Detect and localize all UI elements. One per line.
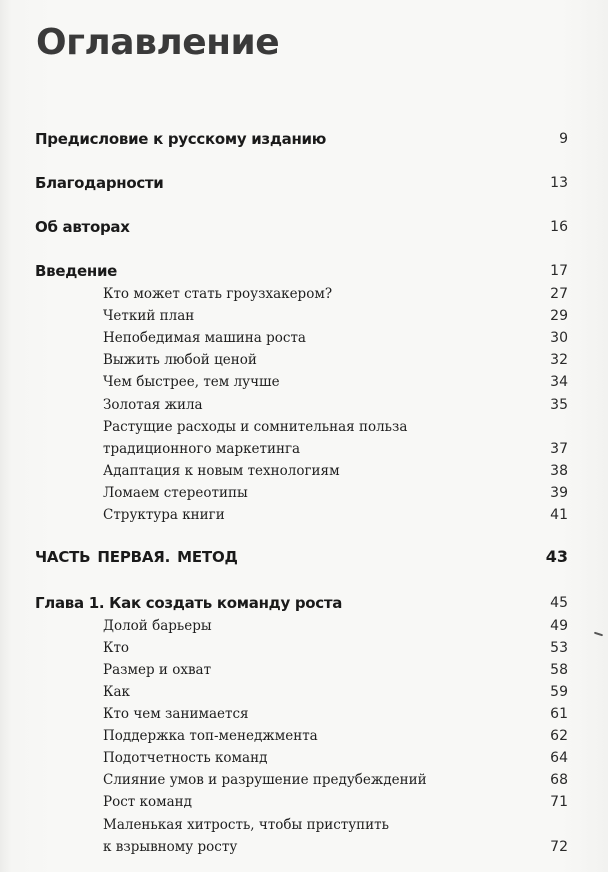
toc-subentry: [0, 659, 608, 681]
toc-entry-label: Об авторах: [35, 218, 130, 236]
toc-page-number: 37: [550, 441, 568, 457]
toc-subentry: [0, 371, 608, 393]
toc-subentry: [0, 416, 608, 438]
toc-entry-about-authors: [0, 216, 608, 238]
toc-page-number: 9: [559, 131, 568, 147]
toc-subentry: [0, 747, 608, 769]
toc-entry-label: Ломаем стереотипы: [103, 485, 248, 501]
toc-subentry: [0, 681, 608, 703]
toc-subentry: [0, 637, 608, 659]
toc-page-number: 16: [550, 219, 568, 235]
toc-entry-preface: [0, 128, 608, 150]
toc-entry-introduction: [0, 260, 608, 282]
toc-page-number: 43: [545, 547, 568, 566]
toc-page-number: 68: [550, 772, 568, 788]
toc-entry-label: Непобедимая машина роста: [103, 330, 306, 346]
toc-entry-acknowledgements: [0, 172, 608, 194]
toc-subentry: [0, 283, 608, 305]
toc-entry-label: Слияние умов и разрушение предубеждений: [103, 772, 427, 788]
toc-entry-chapter-1: [0, 592, 608, 614]
toc-entry-label: Предисловие к русскому изданию: [35, 130, 327, 148]
toc-entry-label: Подотчетность команд: [103, 750, 268, 766]
toc-part-heading: [0, 546, 608, 568]
toc-subentry: [0, 482, 608, 504]
toc-subentry: [0, 460, 608, 482]
toc-page-number: 45: [550, 595, 568, 611]
toc-page-number: 72: [550, 839, 568, 855]
toc-entry-label: традиционного маркетинга: [103, 441, 301, 457]
toc-page-number: 41: [550, 507, 568, 523]
toc-subentry: [0, 394, 608, 416]
toc-entry-label: Выжить любой ценой: [103, 352, 257, 368]
toc-page-number: 29: [550, 308, 568, 324]
toc-page-number: 34: [550, 374, 568, 390]
toc-entry-label: Золотая жила: [103, 397, 203, 413]
toc-entry-label: ЧАСТЬ ПЕРВАЯ. МЕТОД: [35, 548, 238, 566]
toc-page-number: 53: [550, 640, 568, 656]
toc-page-number: 64: [550, 750, 568, 766]
toc-page-number: 30: [550, 330, 568, 346]
toc-entry-label: Поддержка топ-менеджмента: [103, 728, 318, 744]
toc-subentry: [0, 615, 608, 637]
toc-page-number: 35: [550, 397, 568, 413]
toc-page-number: 17: [550, 263, 568, 279]
toc-subentry: [0, 438, 608, 460]
toc-subentry: [0, 836, 608, 858]
toc-entry-label: Структура книги: [103, 507, 225, 523]
toc-entry-label: Кто может стать гроузхакером?: [103, 286, 333, 302]
toc-page-number: 62: [550, 728, 568, 744]
toc-entry-label: Благодарности: [35, 174, 164, 192]
toc-subentry: [0, 327, 608, 349]
toc-page-number: 32: [550, 352, 568, 368]
toc-entry-label: Четкий план: [103, 308, 195, 324]
toc-subentry: [0, 791, 608, 813]
toc-subentry: [0, 305, 608, 327]
toc-subentry: [0, 769, 608, 791]
toc-page-number: 49: [550, 618, 568, 634]
toc-page-number: 13: [550, 175, 568, 191]
toc-entry-label: Кто: [103, 640, 130, 656]
toc-page-number: 38: [550, 463, 568, 479]
toc-page-number: 39: [550, 485, 568, 501]
toc-entry-label: Глава 1. Как создать команду роста: [35, 594, 343, 612]
toc-entry-label: Введение: [35, 262, 118, 280]
toc-page-number: 58: [550, 662, 568, 678]
toc-subentry: [0, 504, 608, 526]
toc-entry-label: к взрывному росту: [103, 839, 238, 855]
toc-subentry: [0, 349, 608, 371]
toc-entry-label: Кто чем занимается: [103, 706, 249, 722]
toc-entry-label: Растущие расходы и сомнительная польза: [103, 419, 408, 435]
toc-page-number: 27: [550, 286, 568, 302]
page-title: Оглавление: [36, 22, 280, 63]
toc-entry-label: Долой барьеры: [103, 618, 212, 634]
toc-entry-label: Как: [103, 684, 130, 700]
toc-subentry: [0, 703, 608, 725]
toc-entry-label: Размер и охват: [103, 662, 212, 678]
toc-page-number: 71: [550, 794, 568, 810]
toc-entry-label: Маленькая хитрость, чтобы приступить: [103, 817, 389, 833]
toc-page-number: 59: [550, 684, 568, 700]
toc-subentry: [0, 814, 608, 836]
toc-page-number: 61: [550, 706, 568, 722]
toc-subentry: [0, 725, 608, 747]
toc-entry-label: Чем быстрее, тем лучше: [103, 374, 280, 390]
toc-entry-label: Рост команд: [103, 794, 192, 810]
toc-entry-label: Адаптация к новым технологиям: [103, 463, 340, 479]
